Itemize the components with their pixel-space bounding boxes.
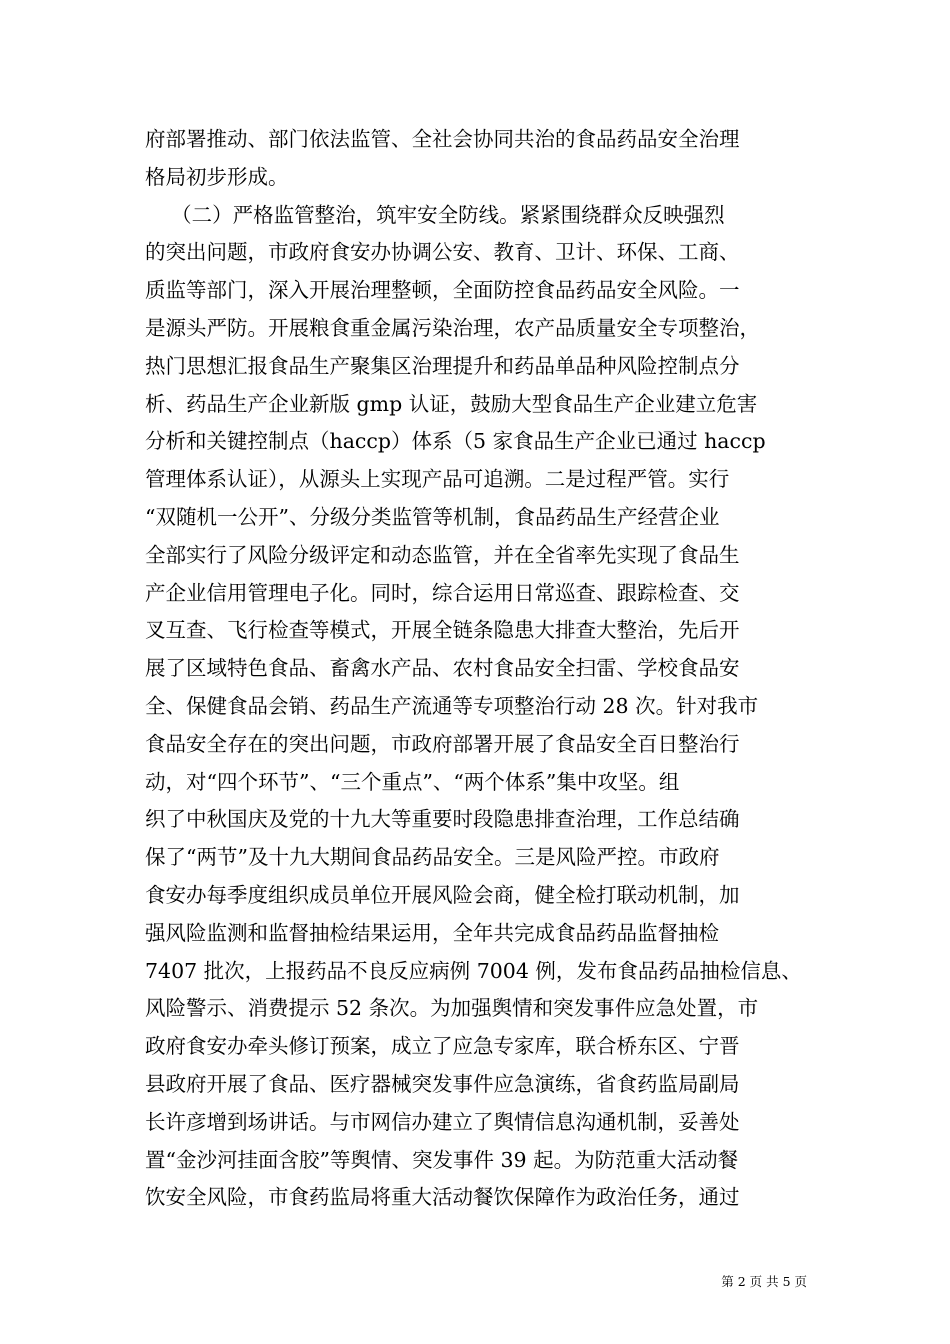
text-line: 保了“两节”及十九大期间食品药品安全。三是风险严控。市政府 [145,845,720,870]
text-line: 食安办每季度组织成员单位开展风险会商，健全检打联动机制，加 [145,882,740,907]
text-line: （二）严格监管整治，筑牢安全防线。紧紧围绕群众反映强烈 [145,202,725,227]
text-line: 县政府开展了食品、医疗器械突发事件应急演练，省食药监局副局 [145,1071,740,1096]
text-line: 府部署推动、部门依法监管、全社会协同共治的食品药品安全治理 [145,127,740,151]
text-line: 食品安全存在的突出问题，市政府部署开展了食品安全百日整治行 [145,731,740,756]
text-line: 质监等部门，深入开展治理整顿，全面防控食品药品安全风险。一 [145,278,740,303]
text-line: 饮安全风险，市食药监局将重大活动餐饮保障作为政治任务，通过 [145,1185,740,1210]
text-line: 管理体系认证），从源头上实现产品可追溯。二是过程严管。实行 [145,467,730,492]
text-line: 叉互查、飞行检查等模式，开展全链条隐患大排查大整治，先后开 [145,618,740,643]
text-line: 织了中秋国庆及党的十九大等重要时段隐患排查治理，工作总结确 [145,807,740,832]
text-line: 置“金沙河挂面含胶”等舆情、突发事件 39 起。为防范重大活动餐 [145,1147,739,1172]
text-line: 展了区域特色食品、畜禽水产品、农村食品安全扫雷、学校食品安 [145,656,740,681]
text-line: 析、药品生产企业新版 gmp 认证，鼓励大型食品生产企业建立危害 [145,391,758,416]
text-line: 政府食安办牵头修订预案，成立了应急专家库，联合桥东区、宁晋 [145,1034,740,1059]
text-line: 全、保健食品会销、药品生产流通等专项整治行动 28 次。针对我市 [145,693,759,718]
text-line: 风险警示、消费提示 52 条次。为加强舆情和突发事件应急处置，市 [145,996,759,1021]
text-line: 格局初步形成。 [145,164,289,189]
text-line: 热门思想汇报食品生产聚集区治理提升和药品单品种风险控制点分 [145,353,740,378]
text-line: 全部实行了风险分级评定和动态监管，并在全省率先实现了食品生 [145,542,740,567]
text-line: 是源头严防。开展粮食重金属污染治理，农产品质量安全专项整治， [145,315,760,340]
text-line: 产企业信用管理电子化。同时，综合运用日常巡查、跟踪检查、交 [145,580,740,605]
text-line: 动，对“四个环节”、“三个重点”、“两个体系”集中攻坚。组 [145,769,680,794]
text-line: 分析和关键控制点（haccp）体系（5 家食品生产企业已通过 haccp [145,429,766,454]
text-line: 的突出问题，市政府食安办协调公安、教育、卫计、环保、工商、 [145,240,740,265]
text-line: 长许彦增到场讲话。与市网信办建立了舆情信息沟通机制，妥善处 [145,1109,740,1134]
page-number: 第 2 页 共 5 页 [721,1274,807,1289]
text-line: 强风险监测和监督抽检结果运用，全年共完成食品药品监督抽检 [145,920,719,945]
text-line: “双随机一公开”、分级分类监管等机制，食品药品生产经营企业 [145,504,720,529]
body-text [145,121,810,1217]
text-line: 7407 批次，上报药品不良反应病例 7004 例，发布食品药品抽检信息、 [145,958,802,983]
